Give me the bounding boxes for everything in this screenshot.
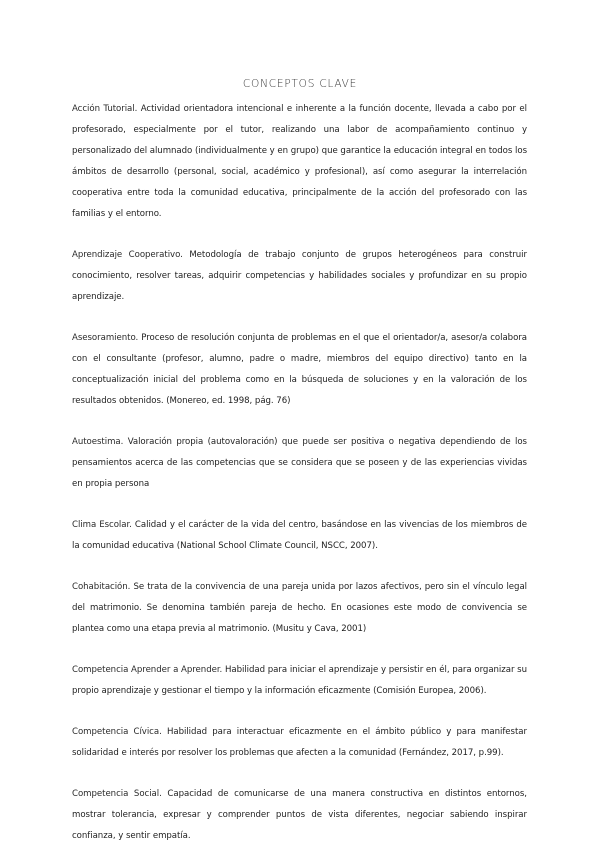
page-title: CONCEPTOS CLAVE — [242, 78, 358, 90]
entry-definition: Metodología de trabajo conjunto de grupos heterogéneos para construir conocimiento, resolver tareas, adquirir competencias y habilidades sociales y profundizar en su propio aprendizaje. — [72, 250, 528, 302]
glossary-entry — [72, 784, 527, 847]
entry-definition: Actividad orientadora intencional e inherente a la función docente, llevada a cabo por el profesorado, especialmente por el tutor, realizando una labor de acompañamiento continuo y personalizado del alumnado (individualmente y en grupo) que garantice la educación integral en todos los ámbitos de desarrollo (personal, social, académico y profesional), así como asegurar la interrelación cooperativa entre toda la comunidad educativa, principalmente de la acción del profesorado con las familias y el entorno. — [72, 104, 527, 219]
entry-term: Asesoramiento. — [72, 333, 139, 343]
entry-term: Competencia Cívica. — [72, 727, 162, 737]
entry-paragraph — [72, 784, 527, 847]
glossary-entry — [72, 515, 527, 557]
entry-paragraph — [72, 515, 527, 557]
entry-definition: Proceso de resolución conjunta de problemas en el que el orientador/a, asesor/a colabora con el consultante (profesor, alumno, padre o madre, miembros del equipo directivo) tanto en la conceptualización inicial del problema como en la búsqueda de soluciones y en la valoración de los resultados obtenidos. (Monereo, ed. 1998, pág. 76) — [72, 333, 527, 406]
entry-paragraph — [72, 432, 527, 495]
entry-definition: Habilidad para iniciar el aprendizaje y persistir en él, para organizar su propio aprendizaje y gestionar el tiempo y la información eficazmente (Comisión Europea, 2006). — [72, 665, 527, 696]
glossary-list — [72, 99, 527, 867]
entry-definition: Habilidad para interactuar eficazmente en el ámbito público y para manifestar solidaridad e interés por resolver los problemas que afecten a la comunidad (Fernández, 2017, p.99). — [72, 727, 527, 758]
entry-definition: Capacidad de comunicarse de una manera constructiva en distintos entornos, mostrar tolerancia, expresar y comprender puntos de vista diferentes, negociar sabiendo inspirar confianza, y sentir empatía. — [72, 789, 527, 841]
entry-paragraph — [72, 660, 527, 702]
glossary-entry — [72, 328, 527, 412]
entry-term: Competencia Social. — [72, 789, 162, 799]
entry-term: Autoestima. — [72, 437, 124, 447]
entry-definition: Valoración propia (autovaloración) que puede ser positiva o negativa dependiendo de los pensamientos acerca de las competencias que se considera que se poseen y de las experiencias vividas en propia persona — [72, 437, 527, 489]
glossary-entry — [72, 722, 527, 764]
glossary-entry — [72, 577, 527, 640]
entry-term: Competencia Aprender a Aprender. — [72, 665, 223, 675]
entry-paragraph — [72, 328, 527, 412]
entry-term: Acción Tutorial. — [72, 104, 138, 114]
glossary-entry — [72, 432, 527, 495]
entry-paragraph — [72, 722, 527, 764]
glossary-entry — [72, 660, 527, 702]
entry-definition: Calidad y el carácter de la vida del centro, basándose en las vivencias de los miembros de la comunidad educativa (National School Climate Council, NSCC, 2007). — [72, 520, 527, 551]
entry-term: Clima Escolar. — [72, 520, 132, 530]
entry-definition: Se trata de la convivencia de una pareja unida por lazos afectivos, pero sin el vínculo legal del matrimonio. Se denomina también pareja de hecho. En ocasiones este modo de convivencia se plantea como una etapa previa al matrimonio. (Musitu y Cava, 2001) — [72, 582, 527, 634]
glossary-entry — [72, 245, 527, 308]
entry-paragraph — [72, 99, 527, 225]
entry-term: Aprendizaje Cooperativo. — [72, 250, 183, 260]
entry-term: Cohabitación. — [72, 582, 131, 592]
glossary-entry — [72, 99, 527, 225]
entry-paragraph — [72, 245, 527, 308]
entry-paragraph — [72, 577, 527, 640]
